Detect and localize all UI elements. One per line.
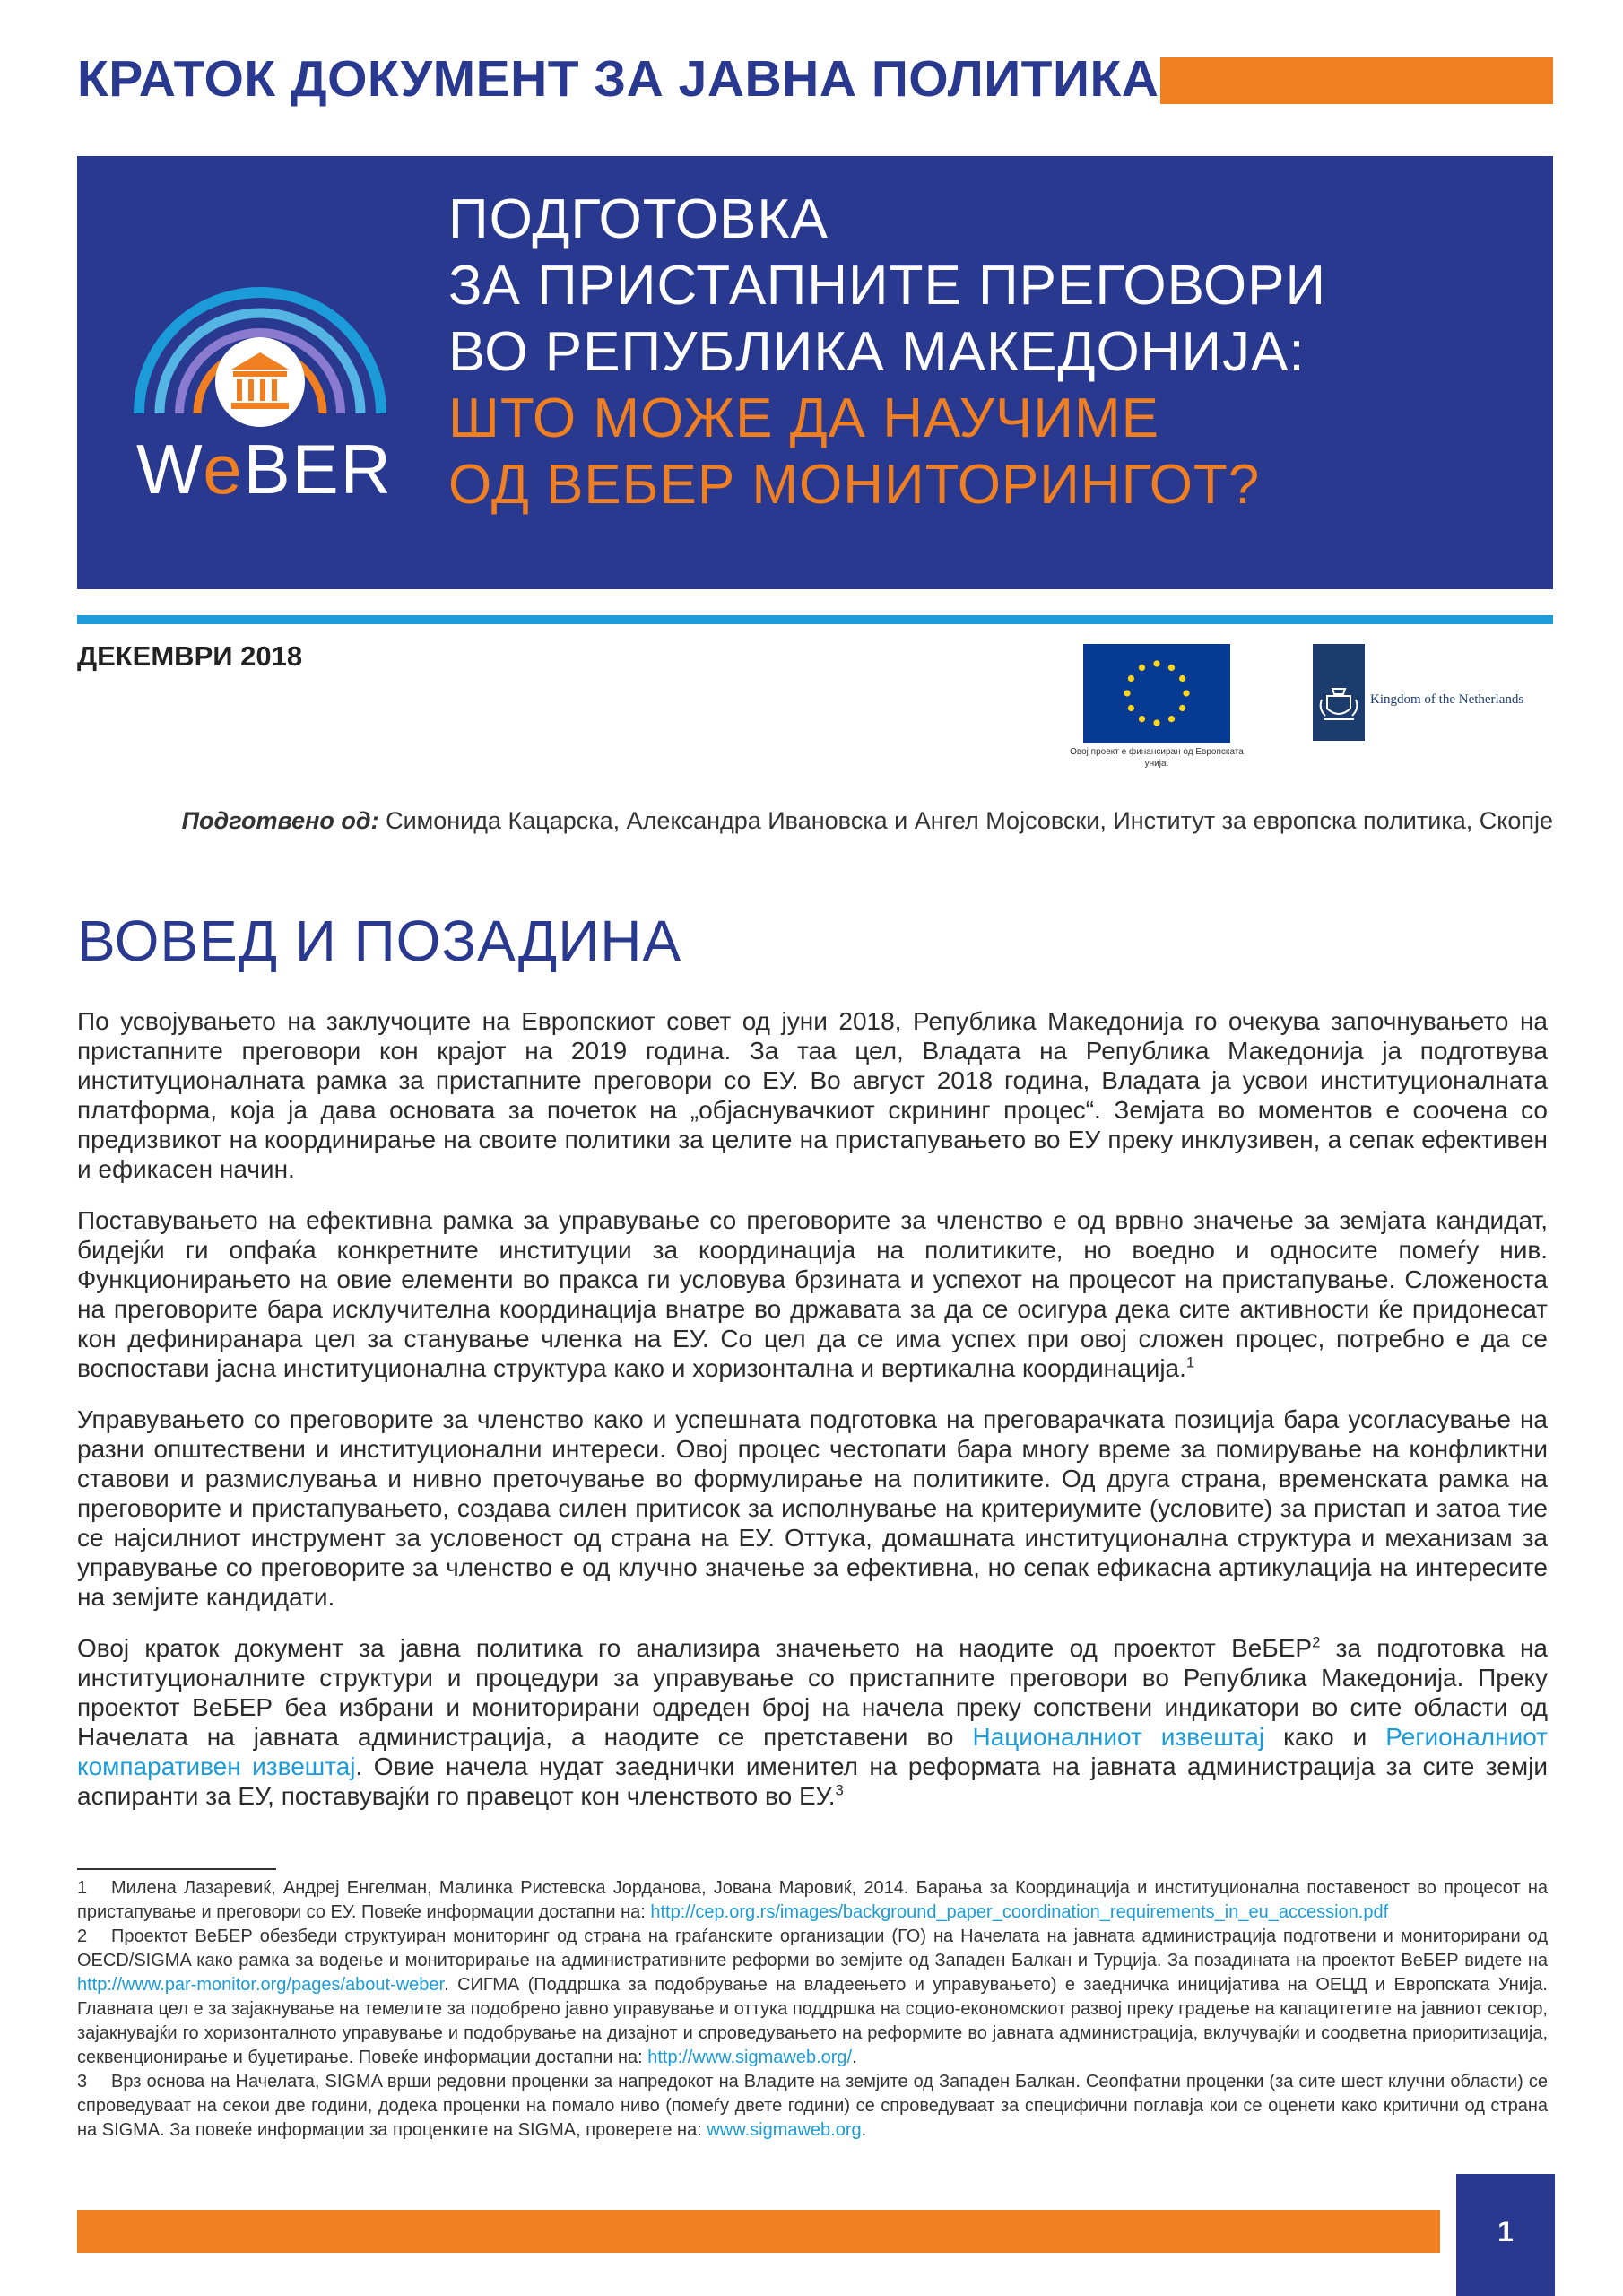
netherlands-coat-of-arms-icon	[1313, 644, 1365, 741]
hero-subtitle-line-2: ОД ВЕБЕР МОНИТОРИНГОТ?	[448, 454, 1261, 516]
page-number: 1	[1497, 2215, 1514, 2248]
footnote-3-link[interactable]: www.sigmaweb.org	[707, 2120, 862, 2140]
national-report-link[interactable]: Националниот извештај	[972, 1723, 1265, 1751]
footnote-2-weber-link[interactable]: http://www.par-monitor.org/pages/about-weber	[77, 1975, 445, 1995]
hero-title-line-1: ПОДГОТОВКА	[448, 188, 829, 250]
hero-title-line-2: ЗА ПРИСТАПНИТЕ ПРЕГОВОРИ	[448, 255, 1327, 317]
netherlands-logo-text: Kingdom of the Netherlands	[1370, 692, 1524, 707]
hero-divider-line	[77, 615, 1553, 624]
regional-report-link[interactable]: Регионалниот компаративен извештај	[77, 1723, 1548, 1780]
footnote-2-sigma-link[interactable]: http://www.sigmaweb.org/	[647, 2048, 853, 2067]
footnote-ref-2: 2	[1312, 1633, 1321, 1651]
footnote-3: 3 Врз основа на Начелата, SIGMA врши редовни проценки за напредокот на Владите на земјите од Западен Балкан. Сеопфатни проценки (за сите шест клучни области) се спроведуваат на секои две години, додека проценки на помало ниво (помеѓу двете години) се спроведуваат за специфични поглавја кои се оценети како критични од страна на SIGMA. За повеќе информации за проценките на SIGMA, проверете на: www.sigmaweb.org.	[77, 2072, 1548, 2140]
paragraph-2: Поставувањето на ефективна рамка за управување со преговорите за членство е од врвно значење за земјата кандидат, бидејќи ги опфаќа конкретните институции за координација на политиките, но воедно и односите помеѓу нив. Функционирањето на овие елементи во пракса ги условува брзината и успехот на процесот на пристапување. Сложеноста на преговорите бара исклучителна координација внатре во државата за да се осигура дека сите активности ќе придонесат кон дефиниранара цел за станување членка на ЕУ. Со цел да се има успех при овој сложен процес, потребно е да се воспостави јасна институционална структура како и хоризонтална и вертикална координација.$^1$	[77, 1206, 1548, 1382]
footnote-separator	[77, 1868, 276, 1870]
hero-title-line-3: ВО РЕПУБЛИКА МАКЕДОНИЈА:	[448, 321, 1306, 383]
footnote-1-link[interactable]: http://cep.org.rs/images/background_paper_coordination_requirements_in_eu_accession.pdf	[650, 1902, 1389, 1922]
body-text	[77, 1006, 1548, 1832]
prepared-by-authors: Симонида Кацарска, Александра Ивановска и Ангел Мојсовски, Институт за европска политика, Скопје	[378, 807, 1553, 834]
paragraph-1: По усвојувањето на заклучоците на Европскиот совет од јуни 2018, Република Македонија го очекува започнувањето на пристапните преговори кон крајот на 2019 година. За таа цел, Владата на Република Македонија ја подготвува институционалната рамка за пристапните преговори со ЕУ. Во август 2018 година, Владата ја усвои институционалната платформа, која ја дава основата за почеток на „објаснувачкиот скрининг процес“. Земјата во моментов е соочена со предизвикот на координирање на своите политики за целите на пристапувањето во ЕУ преку инклузивен, а сепак ефективен и ефикасен начин.	[77, 1007, 1548, 1183]
document-type-heading: КРАТОК ДОКУМЕНТ ЗА ЈАВНА ПОЛИТИКА	[77, 50, 1159, 108]
eu-funding-caption: Овој проект е финансиран од Европската унија.	[1070, 747, 1244, 769]
footnotes	[77, 1876, 1548, 2143]
hero-subtitle-line-1: ШТО МОЖЕ ДА НАУЧИМЕ	[448, 387, 1159, 449]
weber-logo-text: WeBER	[136, 430, 393, 509]
footnote-ref-3: 3	[835, 1781, 844, 1799]
paragraph-4: Овој краток документ за јавна политика го анализира значењето на наодите од проектот ВеБЕР$^2$ за подготовка на институционалните структури и процедури за управување со пристапните преговори во Република Македонија. Преку проектот ВеБЕР беа избрани и мониторирани одреден број на начела преку сопствени индикатори во сите области од Начелата на јавната администрација, а наодите се претставени во Националниот извештај како и Регионалниот компаративен извештај. Овие начела нудат заеднички именител на реформата на јавната администрација за сите земји аспиранти за ЕУ, поставувајќи го правецот кон членството во ЕУ.$^3$	[77, 1633, 1548, 1810]
paragraph-3: Управувањето со преговорите за членство како и успешната подготовка на преговарачката позиција бара усогласување на разни општествени и институционални интереси. Овој процес честопати бара многу време за помирување на конфликтни ставови и размислувања и нивно преточување во формулирање на политиките. Од друга страна, временската рамка на преговорите и пристапувањето, создава силен притисок за исполнување на критериумите (условите) за пристап и затоа тие се најсилниот инструмент за условеност од страна на ЕУ. Оттука, домашната институционална структура и механизам за управување со преговорите за членство е од клучно значење за ефективна, но сепак ефикасна артикулација на интересите на земјите кандидати.	[77, 1405, 1548, 1611]
footnote-2: 2 Проектот ВеБЕР обезбеди структуиран мониторинг од страна на граѓанските организации (ГО) на Начелата на јавната администрација подготвени и мониторирани од OECD/SIGMA како рамка за водење и мониторирање на административните реформи во земјите од Западен Балкан и Турција. За позадината на проектот ВеБЕР видете на http://www.par-monitor.org/pages/about-weber. СИГМА (Поддршка за подобрување на владеењето и управувањето) е заедничка иницијатива на ОЕЦД и Европската Унија. Главната цел е за зајакнување на темелите за подобрено јавно управување и оттука поддршка на социо-економскиот развој преку градење на капацитетите на јавниот сектор, зајакнувајќи го хоризонталното управување и подобрување на дизајнот и спроведувањето на реформите во јавната администрација, вклучувајќи и соодветна приоритизација, секвенционирање и буџетирање. Повеќе информации достапни на: http://www.sigmaweb.org/.	[77, 1926, 1548, 2067]
section-heading: ВОВЕД И ПОЗАДИНА	[77, 909, 682, 973]
header-accent-bar	[1160, 57, 1553, 104]
footnote-ref-1: 1	[1185, 1353, 1195, 1371]
publication-date: ДЕКЕМВРИ 2018	[77, 640, 303, 672]
footer-accent-bar	[77, 2210, 1440, 2253]
eu-flag-icon	[1083, 644, 1230, 743]
footnote-1: 1 Милена Лазаревиќ, Андреј Енгелман, Малинка Ристевска Јорданова, Јована Маровиќ, 2014. Барања за Координација и институционална поставеност во процесот на пристапување и преговори со ЕУ. Повеќе информации достапни на: http://cep.org.rs/images/background_paper_coordination_requirements_in_eu_accession.pdf	[77, 1878, 1548, 1922]
prepared-by-line	[182, 807, 1553, 835]
prepared-by-label: Подготвено од:	[181, 807, 379, 834]
